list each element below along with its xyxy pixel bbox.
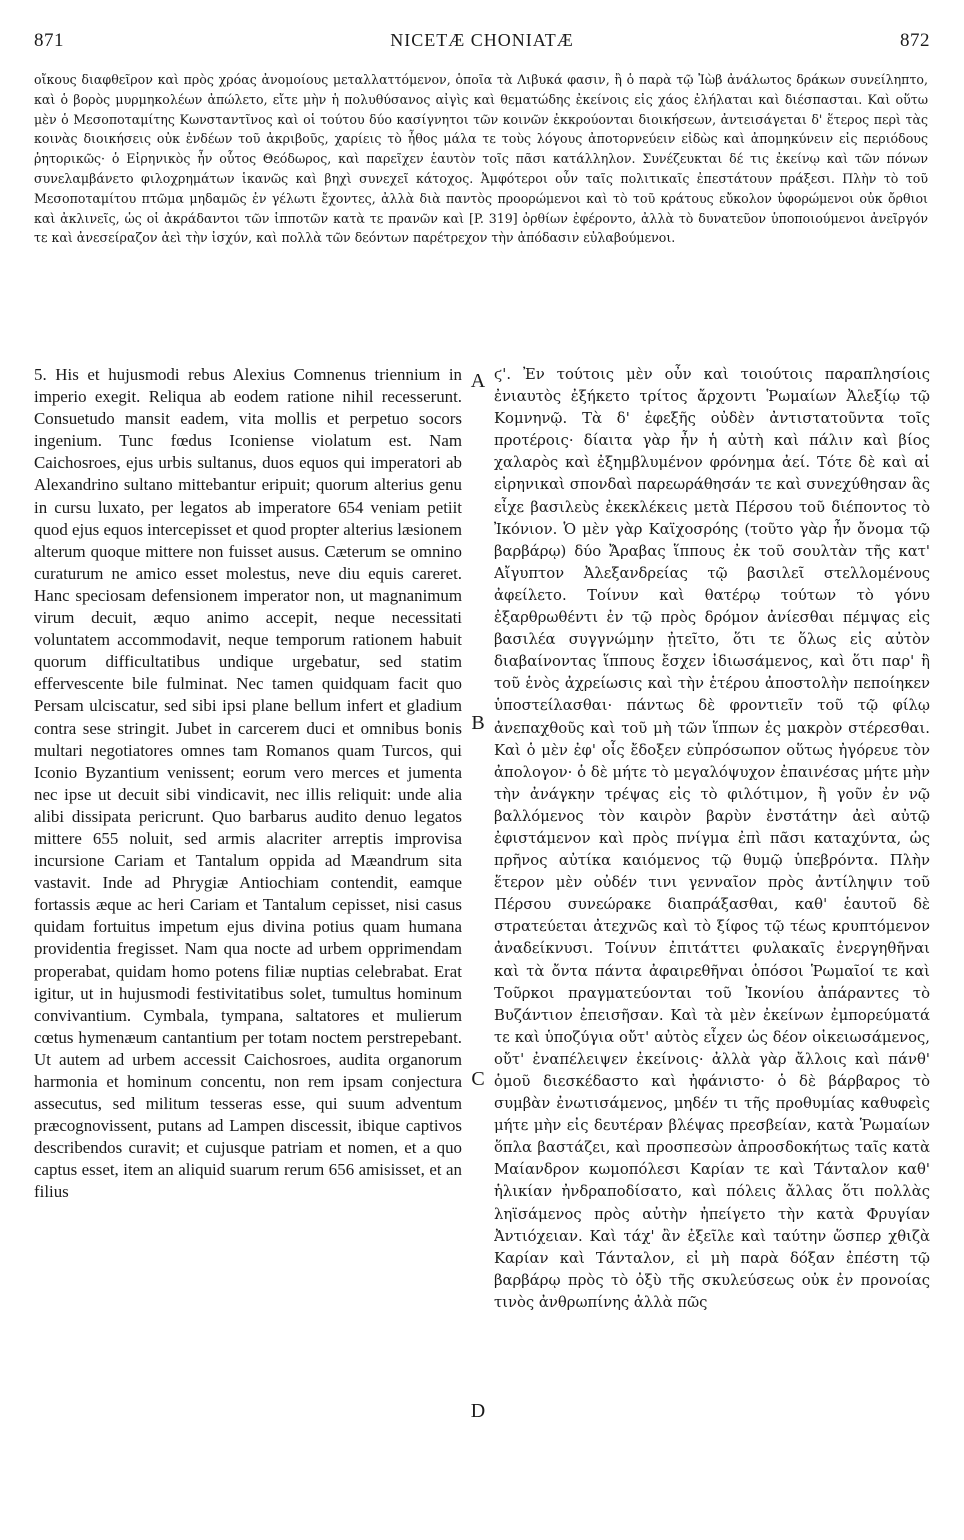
- section-marker-c: C: [471, 1068, 485, 1090]
- page-number-left: 871: [34, 30, 64, 51]
- running-title: NICETÆ CHONIATÆ: [390, 30, 574, 50]
- page-number-right: 872: [900, 30, 930, 51]
- section-marker-a: A: [470, 370, 486, 392]
- greek-intro-paragraph: οἴκους διαφθεῖρον καὶ πρὸς χρόας ἀνομοίους μεταλλαττόμενον, ὁποῖα τὰ Λιβυκά φασιν, ἢ ὁ παρὰ τῷ Ἰὼβ ἀνάλωτος δράκων συνείληπτο, καὶ ὁ βορὸς μυρμηκολέων ἀπώλετο, εἴτε μὴν ἡ πολυθύσανος αἰγὶς καὶ θεματώδης ἐκείνοις εἰς χάος ἐλήλαται καὶ διέσπασται. Καὶ οὕτω μὲν ὁ Μεσοποταμίτης Κωνσταντῖνος καὶ οἱ τούτου δύο κασίγνητοι τῶν κοινῶν ἐκκρούονται διοικήσεων, ἀντεισάγεται δ' ἕτερος περὶ τὰς κοινὰς διοικήσεις οὐκ ἐνδέων τοῦ ἀκριβοῦς, χαρίεις τὸ ἦθος μάλα τε τοὺς λόγους ἀποτορνεύειν εἰδὼς καὶ ἀπομηκύνειν εἰς περιόδους ῥητορικῶς· ὁ Εἰρηνικὸς ἦν οὗτος Θεόδωρος, καὶ παρεῖχεν ἑαυτὸν τοῖς πᾶσι κατάλληλον. Συνέζευκται δέ τις ἐκείνῳ καὶ τῶν πόνων συνελαμβάνετο φιλοχρημάτων ἱκανῶς καὶ βηχὶ συνεχεῖ κάτοχος. Ἀμφότεροι οὖν ταῖς πολιτικαῖς ἐπεστάτουν πράξεσι. Πλὴν τὸ τοῦ Μεσοποταμίτου πτῶμα μηδαμῶς ἐν γέλωτι ἔχοντες, ἀλλὰ διὰ παντὸς προορώμενοι καὶ τὸ τοῦ κράτους εὔκολον ὑφορώμενοι οὐκ ὄρθιοι καὶ ἀκλινεῖς, ὡς οἱ ἀκράδαντοι τῶν ἱπποτῶν κατὰ τε πρανῶν καὶ [P. 319] ὀρθίων ἐφέροντο, ἀλλὰ τὸ δυνατεῦον ὑποποιούμενοι ἀνεῖργόν τε καὶ ἀνεσείραζον ἀεὶ τὴν ἰσχύν, καὶ πολλὰ τῶν δεόντων παρέτρεχον τὴν ἀπόδασιν εὐλαβούμενοι.: [34, 72, 928, 246]
- section-marker-d: D: [470, 1400, 486, 1422]
- page-header: [34, 30, 930, 60]
- greek-column: ϛ'. Ἐν τούτοις μὲν οὖν καὶ τοιούτοις παραπλησίοις ἐνιαυτὸς ἐξήκετο τρίτος ἄρχοντι Ῥωμαίων Ἀλεξίῳ τῷ Κομνηνῷ. Τὰ δ' ἐφεξῆς οὐδὲν ἀντιστατοῦντα τοῖς προτέροις· δίαιτα γὰρ ἦν ἡ αὐτὴ καὶ πάλιν καὶ βίος χαλαρὸς καὶ ἐξημβλυμένον φρόνημα ἀεί. Τότε δὲ καὶ αἱ εἰρηνικαὶ σπονδαὶ παρεωράθησάν τε καὶ συνεχύθησαν ἃς εἶχε βασιλεὺς ἐκεκλέκεις μετὰ Πέρσου τοῦ διέποντος τὸ Ἰκόνιον. Ὁ μὲν γὰρ Καϊχοσρόης (τοῦτο γὰρ ἦν ὄνομα τῷ βαρβάρῳ) δύο Ἄραβας ἵππους ἐκ τοῦ σουλτὰν τῆς κατ' Αἴγυπτον Ἀλεξανδρείας τῷ βασιλεῖ στελλομένους ἀφείλετο. Τοίνυν καὶ θατέρῳ τούτων τὸ γόνυ ἐξαρθρωθέντι ἐν τῷ πρὸς δρόμον ἀνίεσθαι πέμψας εἰς βασιλέα συγγνώμην ᾐτεῖτο, ὅτι τε ὅλως εἰς αὐτὸν διαβαίνοντας ἵππους ἔσχεν ἰδιωσάμενος, καὶ ὅτι παρ' ἣ τοῦ ἑνὸς ἀχρείωσις καὶ τὴν ἑτέρου ἀποστολὴν πεποίηκεν ὑποστείλασθαι· πάντως δὲ φροντιεῖν τοῦ τῷ φίλῳ ἀνεπαχθοῦς καὶ τοῦ μὴ τῶν ἵππων ἐς μακρὸν στέρεσθαι. Καὶ ὁ μὲν ἐφ' οἷς ἔδοξεν εὐπρόσωπον οὕτως ἠγόρευε τὸν ἀπολογον· ὁ δὲ μήτε τὸ μεγαλόψυχον ἐπαινέσας μήτε μὴν τὴν ἀνάγκην τρέψας εἰς τὸ φιλότιμον, ἢ γοῦν ἐν νῷ βαλλόμενος τὸν καιρὸν βαρὺν ἐνστάτην ἀεὶ αὐτῷ ἐφιστάμενον καὶ πρὸς πνίγμα ἐπὶ πᾶσι καταχύντα, ὡς πρῆνος αὐτίκα καιόμενος τῷ θυμῷ ὑπεβρόντα. Πλὴν ἕτερον μὲν οὐδέν τινι γενναῖον πρὸς ἀντίληψιν τοῦ Πέρσου συνεώρακε διαπράξασθαι, καθ' ἑαυτοῦ δὲ στρατεύεται ἀτεχνῶς καὶ τὸ ξίφος τῷ τέως κρυπτόμενον ἀναδείκνυσι. Τοίνυν ἐπιτάττει φυλακαῖς ἐνεργηθῆναι καὶ τὰ ὄντα πάντα ἀφαιρεθῆναι ὁπόσοι Ῥωμαῖοί τε καὶ Τοῦρκοι πραγματεύονται τοῦ Ἰκονίου ἀπάραντες τὸ Βυζάντιον ἐπεισῆσαν. Καὶ τὰ μὲν ἐκείνων ἐμπορεύματά τε καὶ ὑποζύγια οὔτ' αὐτὸς εἶχεν ὡς δέον οἰκειωσάμενος, οὔτ' ἐναπέλειψεν ἐκείνοις· ἀλλὰ γὰρ ἄλλοις καὶ πάνθ' ὁμοῦ διεσκέδαστο καὶ ἠφάνιστο· ὁ δὲ βάρβαρος τὸ συμβὰν ἐνωτισάμενος, μηδέν τι τῆς προθυμίας καθυφεὶς μήτε μὴν εἰς δευτέραν βλέψας πρεσβείαν, κατὰ Ῥωμαίων ὅπλα βαστάζει, καὶ προσπεσὼν ἀπροσδοκήτως ταῖς κατὰ Μαίανδρον κωμοπόλεσι Καρίαν τε καὶ Τάνταλον καθ' ἡλικίαν ἠνδραποδίσατο, καὶ πόλεις ἄλλας ὅτι πολλὰς ληϊσάμενος πρὸς αὐτὴν ἠπείγετο τὴν κατὰ Φρυγίαν Ἀντιόχειαν. Καὶ τάχ' ἂν ἐξεῖλε καὶ ταύτην ὥσπερ χθιζὰ Καρίαν καὶ Τάνταλον, εἰ μὴ παρὰ δόξαν ἐπέστη τῷ βαρβάρῳ πρὸς τὸ ὀξὺ τῆς σκυλεύσεως οὐκ ἐν προνοίας τινὸς ἀνθρωπίνης ἀλλὰ πῶς: [494, 366, 930, 1311]
- section-marker-b: B: [471, 712, 485, 734]
- latin-column: 5. His et hujusmodi rebus Alexius Comnenus triennium in imperio exegit. Reliqua ab eodem ratione nihil recesserunt. Consuetudo mansit eadem, vita mollis et perpetuo socors ingenium. Tunc fœdus Iconiense violatum est. Nam Caichosroes, ejus urbis sultanus, duos equos qui imperatori ab Alexandrino sultano mittebantur eripuit; quorum alterius genu in cursu luxato, per legatos ab imperatore 654 veniam petiit quod ejus equos intercepisset et quod propter alterius læsionem alterum quoque mittere non fuisset ausus. Cæterum se omnino curaturum ne amico esset molestus, neve diu equis careret. Hanc speciosam defensionem imperator non, ut magnanimum virum decuit, æquo animo accepit, neque necessitati voluntatem accommodavit, neque temporum rationem habuit quorum difficultatibus undique urgebatur, sed statim effervescente bile fulminat. Nec tamen quidquam facit quo Persam ulciscatur, sed sibi ipsi plane bellum infert et gladium contra sese stringit. Jubet in carcerem duci et omnibus bonis multari negotiatores omnes tam Romanos quam Turcos, qui Iconio Byzantium venissent; eorum vero merces et jumenta nec ipse ut decuit sibi vindicavit, nec illis reliquit: unde alia alibi dissipata pericrunt. Quo barbarus audito denuo legatos mittere 655 noluit, sed armis alacriter arreptis improvisa incursione Cariam et Tantalum oppida ad Mæandrum sita vastavit. Inde ad Phrygiæ Antiochiam contendit, eamque fortassis æque ac heri Cariam et Tantalum cepisset, nisi casus quidam fortuitus impetum ejus divina potius quam humana providentia fregisset. Nam qua nocte ad urbem opprimendam properabat, quidam homo potens filiæ nuptias celebrabat. Erat igitur, ut in hujusmodi festivitatibus solet, tumultus hominum convivantium. Cymbala, tympana, saltatores et mulierum cœtus hymenæum cantantium per totam noctem perstrepebant. Ut autem ad urbem accessit Caichosroes, audita organorum harmonia et hominum concentu, non rem ipsam conjectura assecutus, sed militum tesseras esse, qui suum adventum præcognovissent, putans ad Lampen discessit, ibique captivos describendos curavit; et cujusque patriam et nomen, et a quo captus esset, item an aliquid suarum rerum 656 amisisset, et an filius: [34, 365, 462, 1202]
